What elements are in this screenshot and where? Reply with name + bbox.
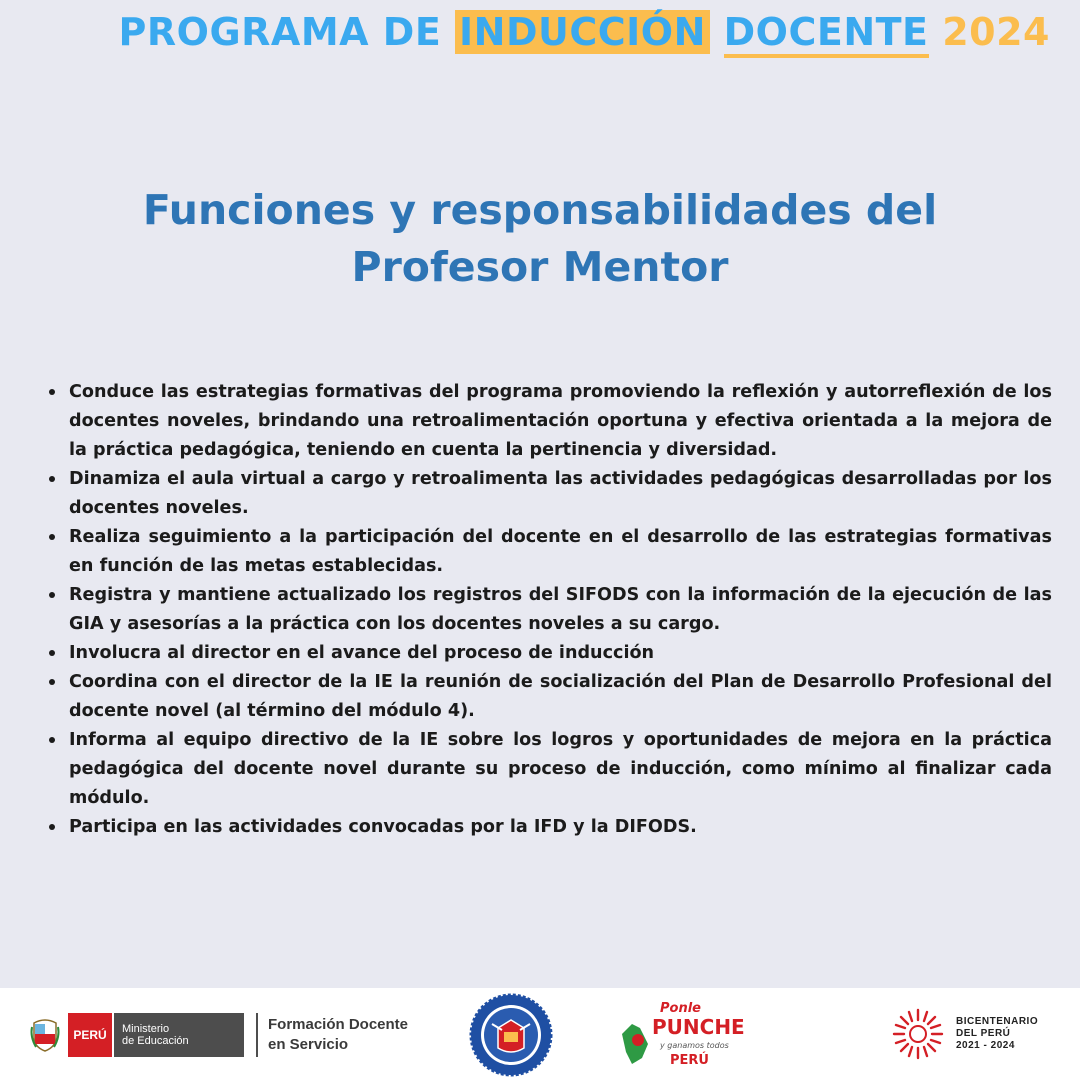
logo-divider: [256, 1013, 258, 1057]
bicent-line-3: 2021 - 2024: [956, 1040, 1015, 1051]
punche-line-3: y ganamos todos: [660, 1041, 729, 1050]
peru-label: PERÚ: [68, 1013, 112, 1057]
punche-line-2: PUNCHE: [652, 1015, 745, 1039]
formacion-line-2: en Servicio: [268, 1036, 349, 1053]
header-underlined-docente: DOCENTE: [724, 10, 929, 58]
list-item: Realiza seguimiento a la participación del docente en el desarrollo de las estrategias formativas en función de las metas establecidas.: [48, 523, 1052, 581]
ministerio-label: [112, 1013, 244, 1057]
program-header: [119, 10, 1050, 54]
footer-logos: [0, 988, 1080, 1080]
list-item: Registra y mantiene actualizado los registros del SIFODS con la información de la ejecución de las GIA y asesorías a la práctica con los docentes noveles a su cargo.: [48, 581, 1052, 639]
formacion-line-1: Formación Docente: [268, 1016, 409, 1033]
punche-line-1: Ponle: [660, 1001, 701, 1016]
header-year: 2024: [942, 10, 1050, 54]
title-line-2: Profesor Mentor: [351, 243, 729, 291]
list-item: Involucra al director en el avance del proceso de inducción: [48, 639, 1052, 668]
list-item: Coordina con el director de la IE la reunión de socialización del Plan de Desarrollo Profesional del docente novel (al término del módulo 4).: [48, 668, 1052, 726]
formacion-docente-label: [268, 1015, 408, 1055]
list-item: Dinamiza el aula virtual a cargo y retroalimenta las actividades pedagógicas desarrolladas por los docentes noveles.: [48, 465, 1052, 523]
minedu-logo: [30, 1010, 408, 1060]
header-text: PROGRAMA DE: [118, 10, 456, 54]
ministerio-line-2: de Educación: [122, 1035, 189, 1047]
ministerio-line-1: Ministerio: [122, 1023, 170, 1035]
bicentenario-logo: [888, 1004, 1038, 1064]
peru-coat-of-arms-icon: [30, 1017, 60, 1053]
bicent-line-1: BICENTENARIO: [956, 1016, 1039, 1027]
header-highlight-induccion: INDUCCIÓN: [455, 10, 710, 54]
university-seal-logo: [468, 992, 554, 1078]
header-space-2: [929, 10, 943, 54]
list-item: Participa en las actividades convocadas por la IFD y la DIFODS.: [48, 813, 1052, 842]
bicentenario-label: [956, 1016, 1038, 1052]
title-line-1: Funciones y responsabilidades del: [142, 186, 938, 234]
punche-line-4: PERÚ: [670, 1053, 709, 1068]
responsibilities-list: [48, 378, 1052, 842]
bicentenario-burst-icon: [888, 1004, 948, 1064]
ponle-punche-logo: [618, 994, 745, 1074]
bicent-line-2: DEL PERÚ: [956, 1028, 1011, 1039]
list-item: Informa al equipo directivo de la IE sobre los logros y oportunidades de mejora en la práctica pedagógica del docente novel durante su proceso de inducción, como mínimo al finalizar cada módulo.: [48, 726, 1052, 813]
page-title: [0, 182, 1080, 296]
header-space: [710, 10, 724, 54]
list-item: Conduce las estrategias formativas del programa promoviendo la reflexión y autorreflexión de los docentes noveles, brindando una retroalimentación oportuna y efectiva orientada a la mejora de la práctica pedagógica, teniendo en cuenta la pertinencia y diversidad.: [48, 378, 1052, 465]
